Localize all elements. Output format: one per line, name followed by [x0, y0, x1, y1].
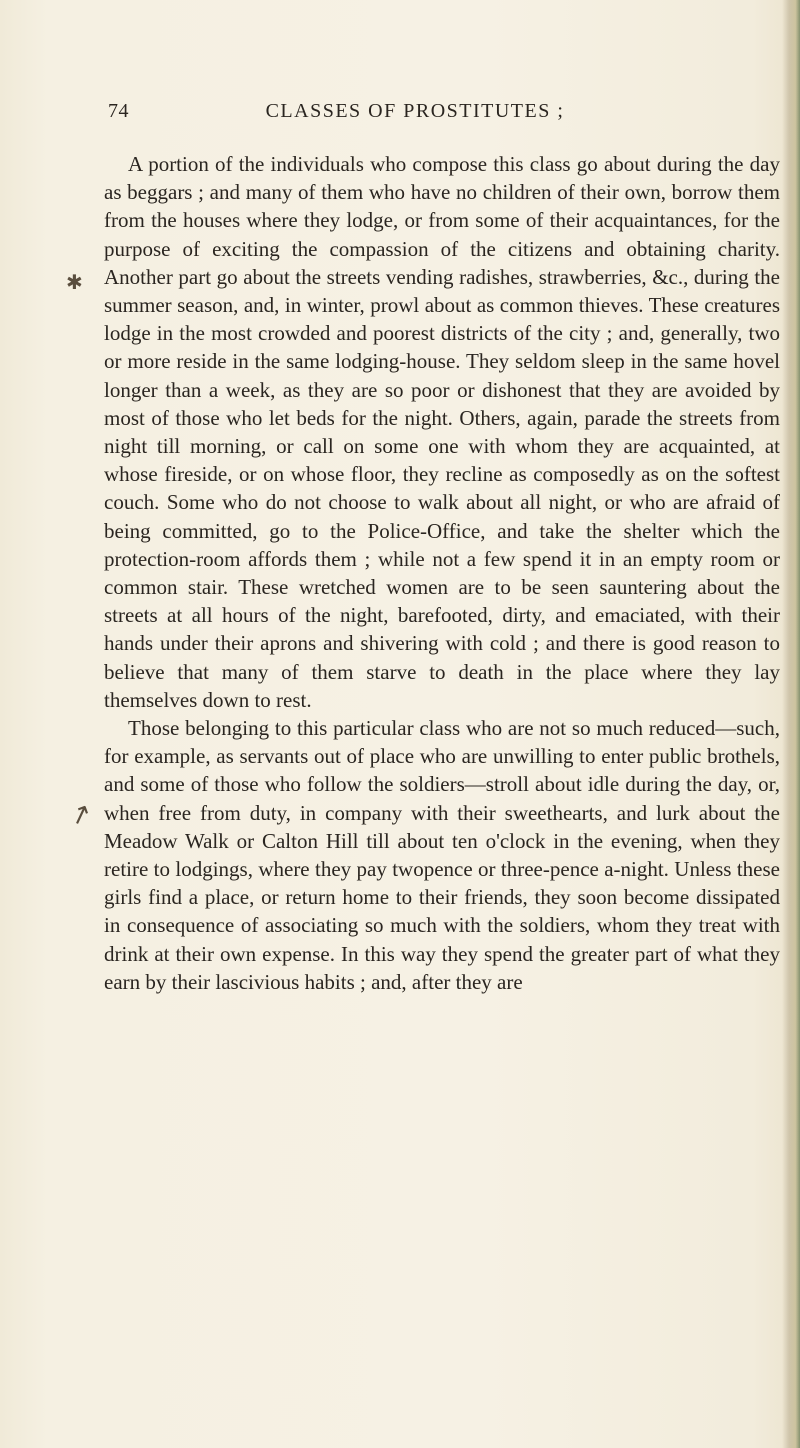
paragraph: A portion of the individuals who compose this class go about during the day as beggars ; and many of them who have no children of their own, borrow them from the houses where they lodge, or from some of their acquaintances, for the purpose of exciting the compassion of the citizens and obtaining charity. Another part go about the streets vending radishes, strawberries, &c., during the summer season, and, in winter, prowl about as common thieves. These creatures lodge in the most crowded and poorest districts of the city ; and, generally, two or more reside in the same lodging-house. They seldom sleep in the same hovel longer than a week, as they are so poor or dishonest that they are avoided by most of those who let beds for the night. Others, again, parade the streets from night till morning, or call on some one with whom they are acquainted, at whose fireside, or on whose floor, they recline as composedly as on the softest couch. Some who do not choose to walk about all night, or who are afraid of being committed, go to the Police-Office, and take the shelter which the protection-room affords them ; while not a few spend it in an empty room or common stair. These wretched women are to be seen sauntering about the streets at all hours of the night, barefooted, dirty, and emaciated, with their hands under their aprons and shivering with cold ; and there is good reason to believe that many of them starve to death in the place where they lay themselves down to rest.	[104, 152, 780, 712]
page-number: 74	[108, 100, 129, 122]
paragraph: Those belonging to this particular class who are not so much reduced—such, for example, as servants out of place who are unwilling to enter public brothels, and some of those who follow the soldiers—stroll about idle during the day, or, when free from duty, in company with their sweethearts, and lurk about the Meadow Walk or Calton Hill till about ten o'clock in the evening, when they retire to lodgings, where they pay twopence or three-pence a-night. Unless these girls find a place, or return home to their friends, they soon become dissipated in consequence of associating so much with the soldiers, whom they treat with drink at their own expense. In this way they spend the greater part of what they earn by their lascivious habits ; and, after they are	[104, 716, 780, 994]
running-title: CLASSES OF PROSTITUTES ;	[265, 100, 565, 122]
body-text	[104, 150, 780, 996]
margin-asterisk-icon: ✱	[66, 270, 83, 294]
margin-pencil-mark-icon: ↗	[65, 797, 97, 833]
page-edge-shadow	[782, 0, 800, 1448]
